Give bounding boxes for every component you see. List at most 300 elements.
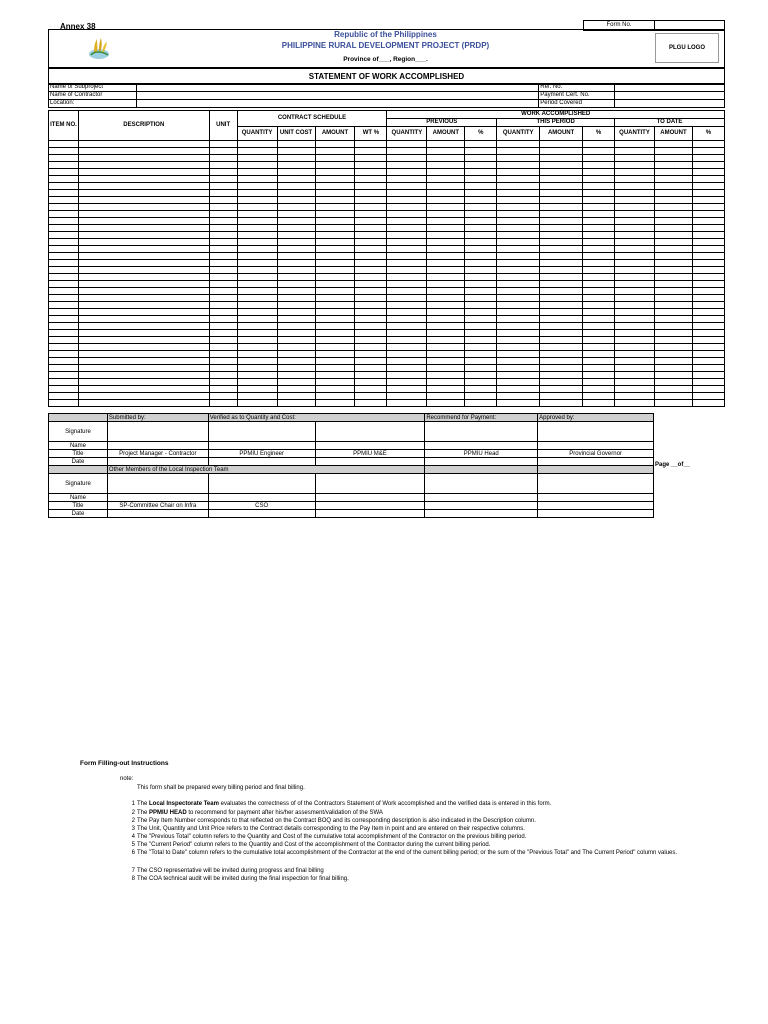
info-value-field[interactable] xyxy=(136,100,538,108)
table-cell[interactable] xyxy=(654,225,692,232)
table-cell[interactable] xyxy=(465,400,497,407)
signature-field[interactable] xyxy=(315,474,425,494)
table-cell[interactable] xyxy=(49,155,79,162)
table-cell[interactable] xyxy=(692,162,724,169)
table-cell[interactable] xyxy=(355,323,387,330)
table-cell[interactable] xyxy=(237,176,277,183)
table-cell[interactable] xyxy=(209,169,237,176)
table-cell[interactable] xyxy=(49,190,79,197)
table-cell[interactable] xyxy=(497,288,540,295)
table-cell[interactable] xyxy=(583,379,615,386)
table-cell[interactable] xyxy=(355,267,387,274)
table-cell[interactable] xyxy=(355,155,387,162)
table-cell[interactable] xyxy=(315,295,355,302)
table-cell[interactable] xyxy=(583,372,615,379)
table-cell[interactable] xyxy=(427,344,465,351)
table-cell[interactable] xyxy=(277,190,315,197)
table-cell[interactable] xyxy=(49,400,79,407)
table-cell[interactable] xyxy=(277,372,315,379)
table-cell[interactable] xyxy=(49,288,79,295)
table-cell[interactable] xyxy=(355,358,387,365)
table-cell[interactable] xyxy=(49,232,79,239)
table-cell[interactable] xyxy=(692,141,724,148)
table-cell[interactable] xyxy=(209,372,237,379)
table-cell[interactable] xyxy=(209,288,237,295)
table-cell[interactable] xyxy=(387,183,427,190)
table-cell[interactable] xyxy=(540,295,583,302)
table-cell[interactable] xyxy=(315,274,355,281)
table-cell[interactable] xyxy=(387,281,427,288)
name-field[interactable] xyxy=(538,494,654,502)
table-cell[interactable] xyxy=(315,218,355,225)
table-cell[interactable] xyxy=(209,141,237,148)
table-cell[interactable] xyxy=(583,267,615,274)
table-cell[interactable] xyxy=(427,211,465,218)
table-cell[interactable] xyxy=(583,204,615,211)
table-cell[interactable] xyxy=(654,246,692,253)
table-cell[interactable] xyxy=(355,365,387,372)
table-cell[interactable] xyxy=(465,148,497,155)
table-cell[interactable] xyxy=(78,197,209,204)
table-cell[interactable] xyxy=(49,358,79,365)
table-cell[interactable] xyxy=(355,225,387,232)
table-cell[interactable] xyxy=(315,323,355,330)
table-cell[interactable] xyxy=(615,351,655,358)
date-field[interactable] xyxy=(315,458,425,466)
table-cell[interactable] xyxy=(78,288,209,295)
table-cell[interactable] xyxy=(540,176,583,183)
table-cell[interactable] xyxy=(315,246,355,253)
table-cell[interactable] xyxy=(654,344,692,351)
table-cell[interactable] xyxy=(615,253,655,260)
table-cell[interactable] xyxy=(615,162,655,169)
table-cell[interactable] xyxy=(615,155,655,162)
table-cell[interactable] xyxy=(692,176,724,183)
table-cell[interactable] xyxy=(237,239,277,246)
table-cell[interactable] xyxy=(540,218,583,225)
table-cell[interactable] xyxy=(465,232,497,239)
table-cell[interactable] xyxy=(237,204,277,211)
table-cell[interactable] xyxy=(540,232,583,239)
table-cell[interactable] xyxy=(315,204,355,211)
table-cell[interactable] xyxy=(209,225,237,232)
table-cell[interactable] xyxy=(427,239,465,246)
table-cell[interactable] xyxy=(78,246,209,253)
table-cell[interactable] xyxy=(277,379,315,386)
table-cell[interactable] xyxy=(692,197,724,204)
table-cell[interactable] xyxy=(465,337,497,344)
table-cell[interactable] xyxy=(387,351,427,358)
table-cell[interactable] xyxy=(497,386,540,393)
table-cell[interactable] xyxy=(465,176,497,183)
table-cell[interactable] xyxy=(315,183,355,190)
table-cell[interactable] xyxy=(540,169,583,176)
table-cell[interactable] xyxy=(78,225,209,232)
signature-field[interactable] xyxy=(425,422,538,442)
name-field[interactable] xyxy=(208,442,315,450)
table-cell[interactable] xyxy=(387,337,427,344)
table-cell[interactable] xyxy=(427,386,465,393)
table-cell[interactable] xyxy=(615,365,655,372)
table-cell[interactable] xyxy=(387,260,427,267)
table-cell[interactable] xyxy=(465,281,497,288)
table-cell[interactable] xyxy=(78,386,209,393)
table-cell[interactable] xyxy=(209,211,237,218)
table-cell[interactable] xyxy=(465,225,497,232)
table-cell[interactable] xyxy=(315,344,355,351)
table-cell[interactable] xyxy=(583,330,615,337)
table-cell[interactable] xyxy=(49,309,79,316)
table-cell[interactable] xyxy=(497,246,540,253)
table-cell[interactable] xyxy=(497,295,540,302)
table-cell[interactable] xyxy=(497,190,540,197)
table-cell[interactable] xyxy=(583,232,615,239)
table-cell[interactable] xyxy=(277,218,315,225)
table-cell[interactable] xyxy=(654,267,692,274)
table-cell[interactable] xyxy=(692,400,724,407)
table-cell[interactable] xyxy=(78,274,209,281)
table-cell[interactable] xyxy=(497,197,540,204)
table-cell[interactable] xyxy=(209,393,237,400)
table-cell[interactable] xyxy=(49,379,79,386)
table-cell[interactable] xyxy=(277,316,315,323)
table-cell[interactable] xyxy=(49,337,79,344)
table-cell[interactable] xyxy=(540,281,583,288)
table-cell[interactable] xyxy=(692,379,724,386)
table-cell[interactable] xyxy=(49,323,79,330)
table-cell[interactable] xyxy=(237,183,277,190)
table-cell[interactable] xyxy=(583,344,615,351)
table-cell[interactable] xyxy=(277,281,315,288)
table-cell[interactable] xyxy=(692,323,724,330)
table-cell[interactable] xyxy=(78,344,209,351)
table-cell[interactable] xyxy=(497,400,540,407)
table-cell[interactable] xyxy=(583,246,615,253)
signature-field[interactable] xyxy=(425,474,538,494)
table-cell[interactable] xyxy=(583,141,615,148)
table-cell[interactable] xyxy=(465,162,497,169)
table-cell[interactable] xyxy=(497,351,540,358)
table-cell[interactable] xyxy=(387,372,427,379)
table-cell[interactable] xyxy=(540,337,583,344)
table-cell[interactable] xyxy=(277,386,315,393)
table-cell[interactable] xyxy=(355,295,387,302)
table-cell[interactable] xyxy=(315,197,355,204)
table-cell[interactable] xyxy=(583,190,615,197)
table-cell[interactable] xyxy=(277,351,315,358)
table-cell[interactable] xyxy=(209,365,237,372)
table-cell[interactable] xyxy=(540,316,583,323)
table-cell[interactable] xyxy=(277,344,315,351)
table-cell[interactable] xyxy=(497,330,540,337)
table-cell[interactable] xyxy=(49,225,79,232)
table-cell[interactable] xyxy=(540,239,583,246)
table-cell[interactable] xyxy=(465,218,497,225)
table-cell[interactable] xyxy=(315,176,355,183)
table-cell[interactable] xyxy=(427,267,465,274)
table-cell[interactable] xyxy=(78,358,209,365)
table-cell[interactable] xyxy=(427,155,465,162)
table-cell[interactable] xyxy=(615,274,655,281)
table-cell[interactable] xyxy=(497,323,540,330)
date-field[interactable] xyxy=(315,510,425,518)
table-cell[interactable] xyxy=(387,295,427,302)
table-cell[interactable] xyxy=(209,218,237,225)
table-cell[interactable] xyxy=(615,386,655,393)
table-cell[interactable] xyxy=(615,197,655,204)
table-cell[interactable] xyxy=(497,281,540,288)
table-cell[interactable] xyxy=(387,197,427,204)
table-cell[interactable] xyxy=(654,176,692,183)
table-cell[interactable] xyxy=(355,253,387,260)
table-cell[interactable] xyxy=(237,323,277,330)
table-cell[interactable] xyxy=(78,190,209,197)
info-value-field[interactable] xyxy=(615,92,725,100)
table-cell[interactable] xyxy=(237,169,277,176)
table-cell[interactable] xyxy=(49,281,79,288)
table-cell[interactable] xyxy=(654,260,692,267)
table-cell[interactable] xyxy=(78,218,209,225)
table-cell[interactable] xyxy=(654,365,692,372)
table-cell[interactable] xyxy=(355,169,387,176)
table-cell[interactable] xyxy=(78,176,209,183)
table-cell[interactable] xyxy=(540,302,583,309)
table-cell[interactable] xyxy=(654,162,692,169)
table-cell[interactable] xyxy=(615,225,655,232)
table-cell[interactable] xyxy=(497,344,540,351)
table-cell[interactable] xyxy=(692,316,724,323)
table-cell[interactable] xyxy=(315,190,355,197)
table-cell[interactable] xyxy=(583,183,615,190)
table-cell[interactable] xyxy=(692,211,724,218)
table-cell[interactable] xyxy=(583,239,615,246)
table-cell[interactable] xyxy=(583,155,615,162)
table-cell[interactable] xyxy=(540,190,583,197)
table-cell[interactable] xyxy=(427,316,465,323)
table-cell[interactable] xyxy=(497,393,540,400)
table-cell[interactable] xyxy=(78,295,209,302)
table-cell[interactable] xyxy=(237,260,277,267)
table-cell[interactable] xyxy=(277,337,315,344)
table-cell[interactable] xyxy=(427,330,465,337)
table-cell[interactable] xyxy=(497,253,540,260)
table-cell[interactable] xyxy=(583,260,615,267)
table-cell[interactable] xyxy=(583,197,615,204)
table-cell[interactable] xyxy=(355,239,387,246)
table-cell[interactable] xyxy=(583,316,615,323)
table-cell[interactable] xyxy=(692,155,724,162)
table-cell[interactable] xyxy=(654,295,692,302)
table-cell[interactable] xyxy=(355,316,387,323)
table-cell[interactable] xyxy=(427,169,465,176)
table-cell[interactable] xyxy=(692,232,724,239)
table-cell[interactable] xyxy=(465,204,497,211)
table-cell[interactable] xyxy=(465,260,497,267)
table-cell[interactable] xyxy=(78,183,209,190)
table-cell[interactable] xyxy=(465,141,497,148)
table-cell[interactable] xyxy=(49,197,79,204)
table-cell[interactable] xyxy=(315,169,355,176)
table-cell[interactable] xyxy=(427,246,465,253)
table-cell[interactable] xyxy=(615,239,655,246)
table-cell[interactable] xyxy=(315,148,355,155)
table-cell[interactable] xyxy=(315,211,355,218)
table-cell[interactable] xyxy=(497,309,540,316)
table-cell[interactable] xyxy=(315,365,355,372)
table-cell[interactable] xyxy=(427,232,465,239)
table-cell[interactable] xyxy=(277,183,315,190)
table-cell[interactable] xyxy=(615,260,655,267)
table-cell[interactable] xyxy=(427,274,465,281)
table-cell[interactable] xyxy=(355,260,387,267)
table-cell[interactable] xyxy=(78,148,209,155)
table-cell[interactable] xyxy=(540,267,583,274)
table-cell[interactable] xyxy=(209,204,237,211)
table-cell[interactable] xyxy=(427,372,465,379)
table-cell[interactable] xyxy=(387,239,427,246)
table-cell[interactable] xyxy=(237,330,277,337)
table-cell[interactable] xyxy=(209,351,237,358)
table-cell[interactable] xyxy=(583,309,615,316)
table-cell[interactable] xyxy=(209,386,237,393)
table-cell[interactable] xyxy=(387,232,427,239)
table-cell[interactable] xyxy=(387,211,427,218)
table-cell[interactable] xyxy=(497,183,540,190)
table-cell[interactable] xyxy=(692,288,724,295)
table-cell[interactable] xyxy=(277,393,315,400)
table-cell[interactable] xyxy=(654,351,692,358)
table-cell[interactable] xyxy=(427,365,465,372)
table-cell[interactable] xyxy=(209,197,237,204)
table-cell[interactable] xyxy=(692,372,724,379)
table-cell[interactable] xyxy=(692,365,724,372)
table-cell[interactable] xyxy=(427,225,465,232)
info-value-field[interactable] xyxy=(615,84,725,92)
table-cell[interactable] xyxy=(387,288,427,295)
table-cell[interactable] xyxy=(209,344,237,351)
table-cell[interactable] xyxy=(387,141,427,148)
table-cell[interactable] xyxy=(355,393,387,400)
table-cell[interactable] xyxy=(654,190,692,197)
table-cell[interactable] xyxy=(237,302,277,309)
table-cell[interactable] xyxy=(615,211,655,218)
table-cell[interactable] xyxy=(237,358,277,365)
table-cell[interactable] xyxy=(49,260,79,267)
name-field[interactable] xyxy=(315,494,425,502)
table-cell[interactable] xyxy=(692,330,724,337)
table-cell[interactable] xyxy=(209,400,237,407)
table-cell[interactable] xyxy=(465,302,497,309)
table-cell[interactable] xyxy=(237,267,277,274)
table-cell[interactable] xyxy=(209,176,237,183)
table-cell[interactable] xyxy=(583,148,615,155)
table-cell[interactable] xyxy=(315,141,355,148)
table-cell[interactable] xyxy=(654,337,692,344)
table-cell[interactable] xyxy=(49,183,79,190)
table-cell[interactable] xyxy=(540,148,583,155)
date-field[interactable] xyxy=(208,510,315,518)
table-cell[interactable] xyxy=(540,372,583,379)
name-field[interactable] xyxy=(107,442,208,450)
table-cell[interactable] xyxy=(277,253,315,260)
table-cell[interactable] xyxy=(497,260,540,267)
table-cell[interactable] xyxy=(427,295,465,302)
table-cell[interactable] xyxy=(277,358,315,365)
table-cell[interactable] xyxy=(387,274,427,281)
table-cell[interactable] xyxy=(427,197,465,204)
table-cell[interactable] xyxy=(277,288,315,295)
table-cell[interactable] xyxy=(654,288,692,295)
date-field[interactable] xyxy=(107,510,208,518)
table-cell[interactable] xyxy=(654,253,692,260)
table-cell[interactable] xyxy=(615,218,655,225)
table-cell[interactable] xyxy=(78,372,209,379)
table-cell[interactable] xyxy=(540,351,583,358)
table-cell[interactable] xyxy=(465,316,497,323)
table-cell[interactable] xyxy=(654,239,692,246)
table-cell[interactable] xyxy=(465,190,497,197)
table-cell[interactable] xyxy=(355,232,387,239)
table-cell[interactable] xyxy=(49,344,79,351)
table-cell[interactable] xyxy=(692,295,724,302)
table-cell[interactable] xyxy=(692,260,724,267)
table-cell[interactable] xyxy=(654,379,692,386)
table-cell[interactable] xyxy=(78,155,209,162)
table-cell[interactable] xyxy=(355,379,387,386)
table-cell[interactable] xyxy=(355,218,387,225)
table-cell[interactable] xyxy=(497,337,540,344)
table-cell[interactable] xyxy=(315,302,355,309)
table-cell[interactable] xyxy=(277,141,315,148)
table-cell[interactable] xyxy=(615,141,655,148)
table-cell[interactable] xyxy=(49,204,79,211)
table-cell[interactable] xyxy=(78,393,209,400)
table-cell[interactable] xyxy=(692,246,724,253)
table-cell[interactable] xyxy=(315,281,355,288)
table-cell[interactable] xyxy=(540,197,583,204)
table-cell[interactable] xyxy=(497,225,540,232)
table-cell[interactable] xyxy=(277,169,315,176)
table-cell[interactable] xyxy=(615,246,655,253)
table-cell[interactable] xyxy=(465,246,497,253)
table-cell[interactable] xyxy=(465,197,497,204)
table-cell[interactable] xyxy=(78,169,209,176)
table-cell[interactable] xyxy=(49,365,79,372)
date-field[interactable] xyxy=(107,458,208,466)
table-cell[interactable] xyxy=(78,204,209,211)
table-cell[interactable] xyxy=(583,351,615,358)
table-cell[interactable] xyxy=(49,295,79,302)
table-cell[interactable] xyxy=(315,267,355,274)
signature-field[interactable] xyxy=(538,422,654,442)
table-cell[interactable] xyxy=(387,190,427,197)
table-cell[interactable] xyxy=(387,365,427,372)
table-cell[interactable] xyxy=(692,183,724,190)
table-cell[interactable] xyxy=(583,295,615,302)
table-cell[interactable] xyxy=(277,295,315,302)
table-cell[interactable] xyxy=(540,288,583,295)
table-cell[interactable] xyxy=(78,337,209,344)
table-cell[interactable] xyxy=(583,281,615,288)
table-cell[interactable] xyxy=(387,267,427,274)
table-cell[interactable] xyxy=(583,218,615,225)
table-cell[interactable] xyxy=(427,379,465,386)
table-cell[interactable] xyxy=(277,239,315,246)
table-cell[interactable] xyxy=(497,218,540,225)
table-cell[interactable] xyxy=(49,169,79,176)
table-cell[interactable] xyxy=(497,358,540,365)
signature-field[interactable] xyxy=(208,422,315,442)
